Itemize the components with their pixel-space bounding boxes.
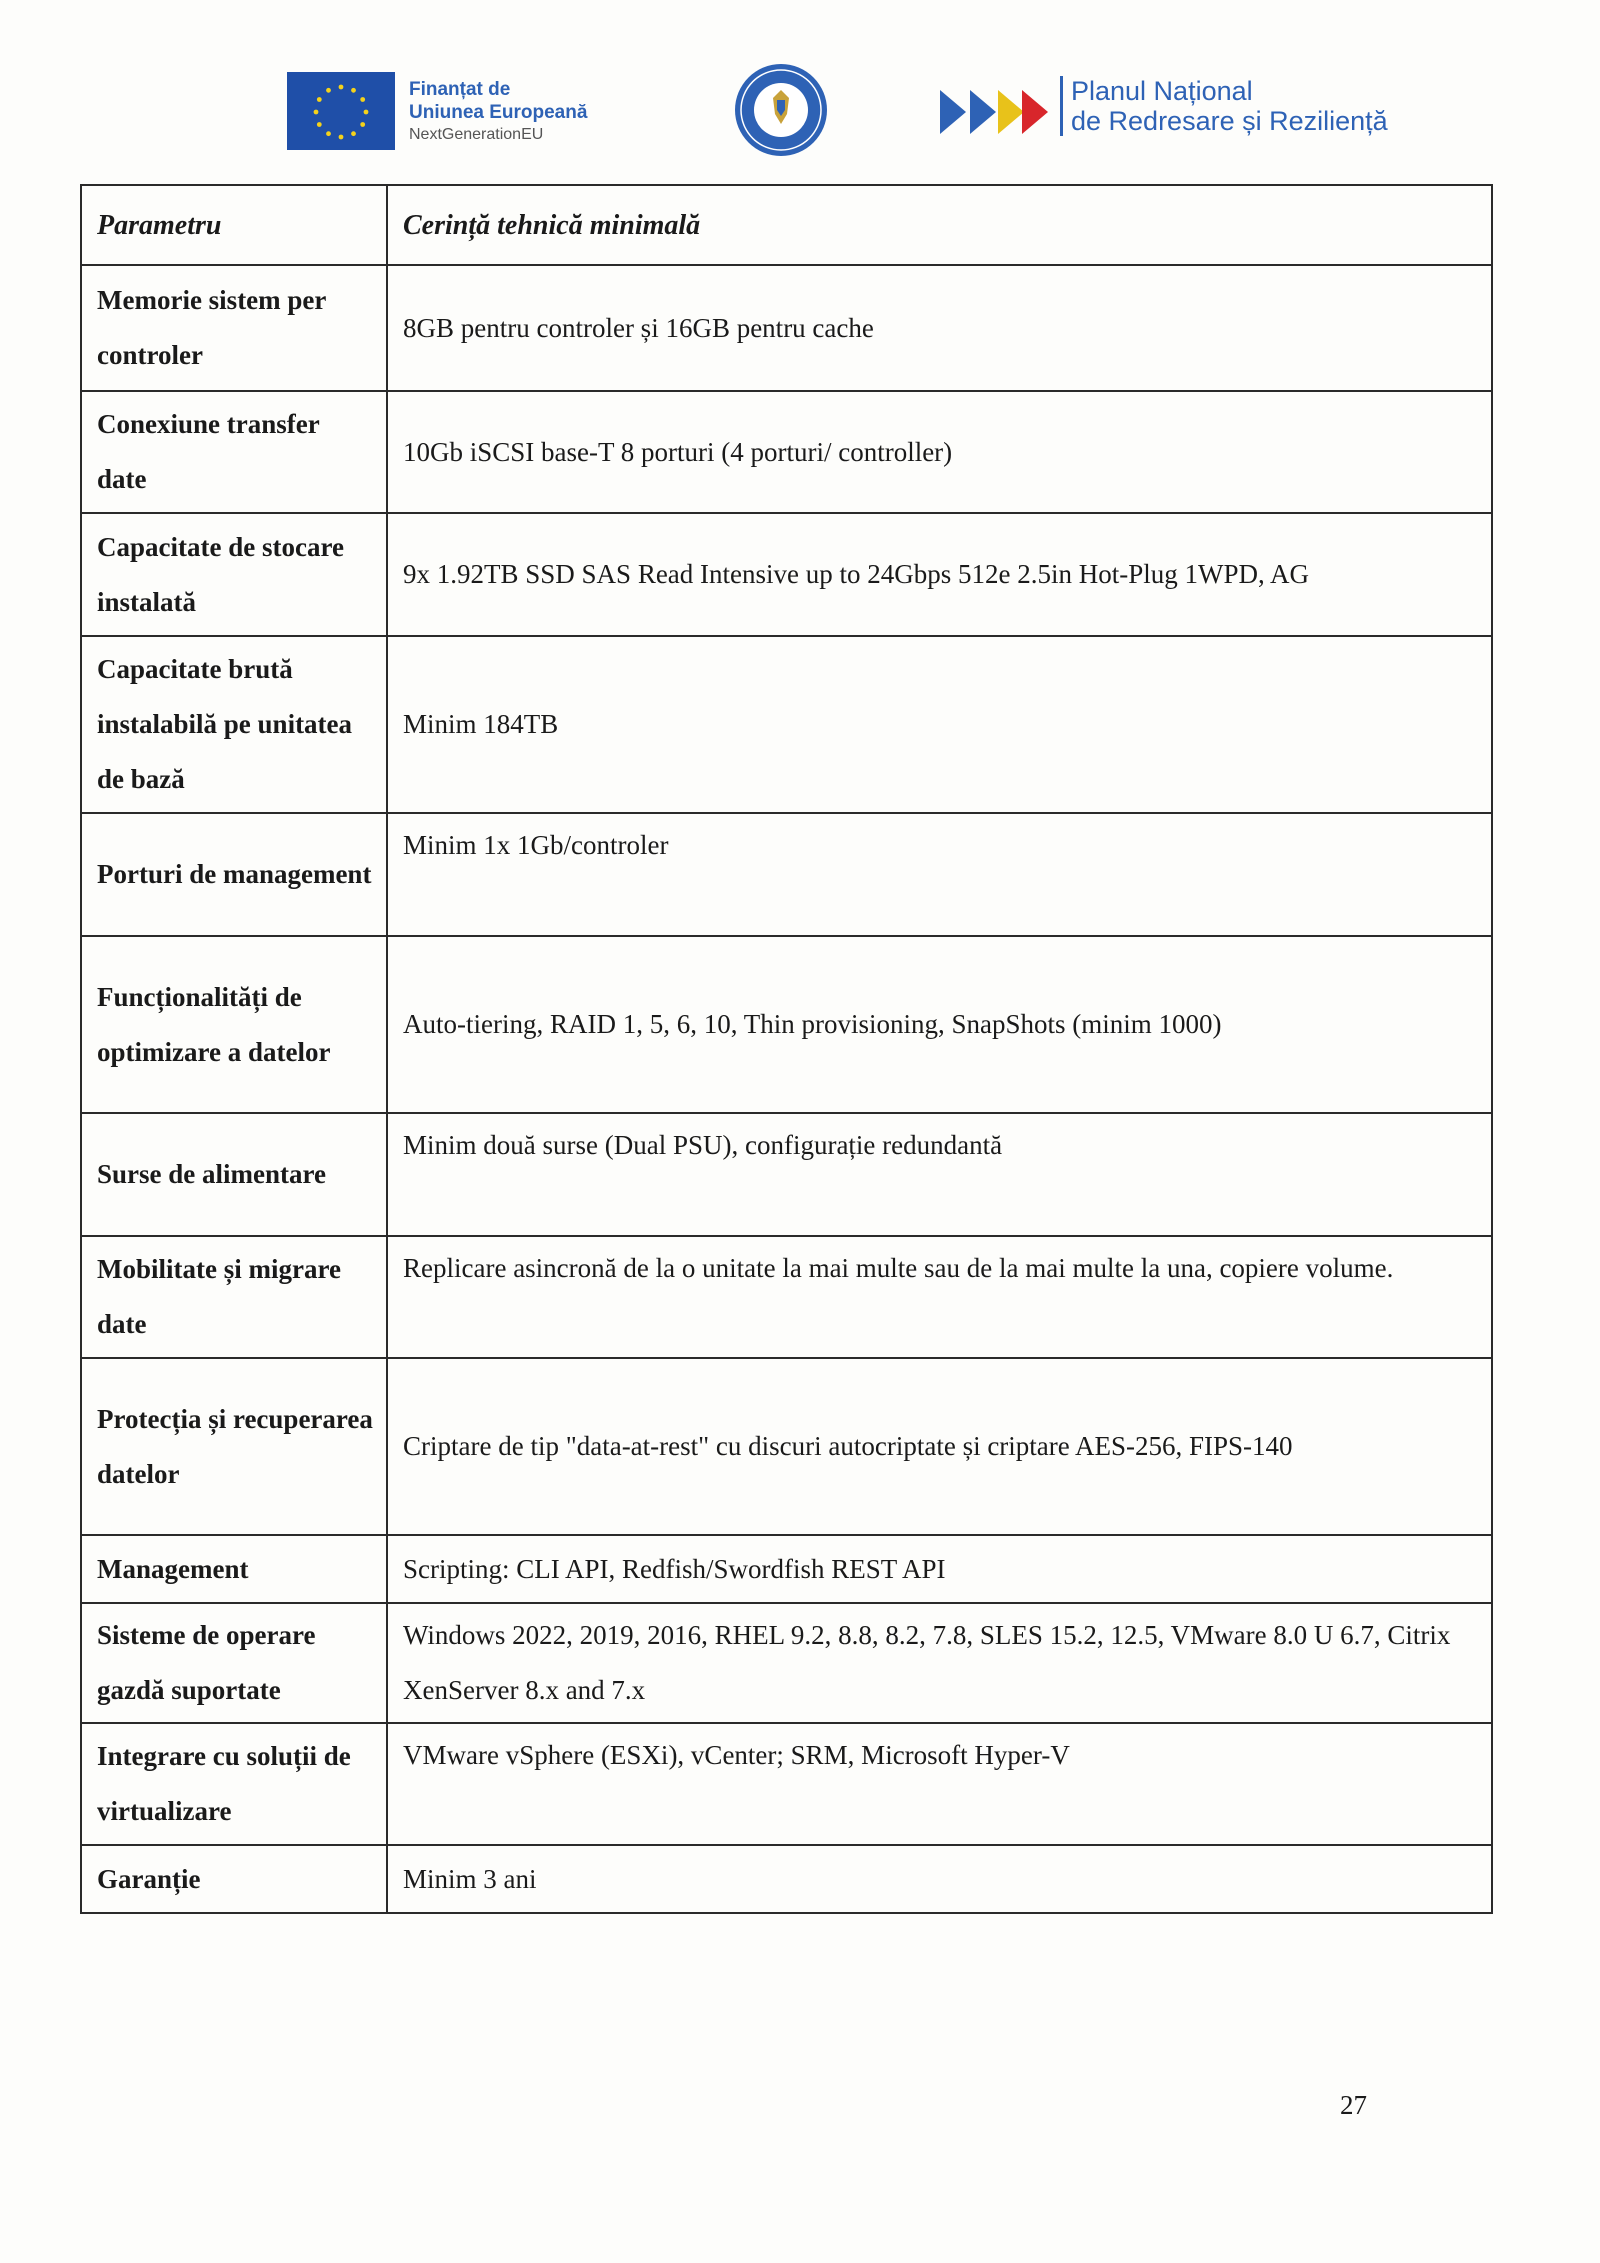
- param-cell: Management: [81, 1535, 387, 1603]
- param-cell: Protecția și recuperarea datelor: [81, 1358, 387, 1535]
- param-cell: Conexiune transfer date: [81, 391, 387, 513]
- table-row: [81, 391, 1492, 513]
- table-row: [81, 1236, 1492, 1358]
- value-cell: Auto-tiering, RAID 1, 5, 6, 10, Thin provisioning, SnapShots (minim 1000): [387, 936, 1492, 1113]
- column-header-requirement: Cerință tehnică minimală: [387, 185, 1492, 265]
- value-cell: Windows 2022, 2019, 2016, RHEL 9.2, 8.8, 8.2, 7.8, SLES 15.2, 12.5, VMware 8.0 U 6.7, Citrix XenServer 8.x and 7.x: [387, 1603, 1492, 1723]
- param-cell: Capacitate brută instalabilă pe unitatea de bază: [81, 636, 387, 813]
- eu-flag-icon: [287, 72, 395, 150]
- table-row: [81, 265, 1492, 391]
- column-header-parameter: Parametru: [81, 185, 387, 265]
- pnrr-logo-line1: Planul Național: [1071, 76, 1253, 106]
- table-row: [81, 1845, 1492, 1913]
- eu-logo-line1: Finanțat de: [409, 79, 511, 100]
- technical-specs-table: [80, 184, 1493, 1914]
- value-cell: 9x 1.92TB SSD SAS Read Intensive up to 24Gbps 512e 2.5in Hot-Plug 1WPD, AG: [387, 513, 1492, 636]
- param-cell: Memorie sistem per controler: [81, 265, 387, 391]
- pnrr-logo-line2: de Redresare și Reziliență: [1071, 106, 1388, 136]
- param-cell: Integrare cu soluții de virtualizare: [81, 1723, 387, 1845]
- table-row: [81, 1723, 1492, 1845]
- value-cell: Replicare asincronă de la o unitate la mai multe sau de la mai multe la una, copiere volume.: [387, 1236, 1492, 1358]
- government-seal-icon: [733, 62, 829, 158]
- value-cell: Scripting: CLI API, Redfish/Swordfish REST API: [387, 1535, 1492, 1603]
- value-cell: Minim 1x 1Gb/controler: [387, 813, 1492, 936]
- param-cell: Surse de alimentare: [81, 1113, 387, 1236]
- param-cell: Funcționalități de optimizare a datelor: [81, 936, 387, 1113]
- value-cell: Minim 184TB: [387, 636, 1492, 813]
- pnrr-arrows-icon: [940, 82, 1050, 142]
- value-cell: VMware vSphere (ESXi), vCenter; SRM, Microsoft Hyper-V: [387, 1723, 1492, 1845]
- table-row: [81, 636, 1492, 813]
- table-row: [81, 813, 1492, 936]
- table-header-row: [81, 185, 1492, 265]
- table-row: [81, 1358, 1492, 1535]
- table-row: [81, 513, 1492, 636]
- param-cell: Capacitate de stocare instalată: [81, 513, 387, 636]
- table-row: [81, 936, 1492, 1113]
- table-row: [81, 1113, 1492, 1236]
- eu-logo-line2: Uniunea Europeană: [409, 102, 588, 123]
- param-cell: Garanție: [81, 1845, 387, 1913]
- value-cell: Criptare de tip "data-at-rest" cu discuri autocriptate și criptare AES-256, FIPS-140: [387, 1358, 1492, 1535]
- table-row: [81, 1603, 1492, 1723]
- page-number: 27: [1340, 2090, 1367, 2120]
- value-cell: Minim două surse (Dual PSU), configurație redundantă: [387, 1113, 1492, 1236]
- eu-logo-line3: NextGenerationEU: [409, 126, 544, 143]
- value-cell: Minim 3 ani: [387, 1845, 1492, 1913]
- value-cell: 10Gb iSCSI base-T 8 porturi (4 porturi/ controller): [387, 391, 1492, 513]
- value-cell: 8GB pentru controler și 16GB pentru cache: [387, 265, 1492, 391]
- param-cell: Sisteme de operare gazdă suportate: [81, 1603, 387, 1723]
- table-row: [81, 1535, 1492, 1603]
- page-header: [0, 62, 1600, 162]
- param-cell: Mobilitate și migrare date: [81, 1236, 387, 1358]
- param-cell: Porturi de management: [81, 813, 387, 936]
